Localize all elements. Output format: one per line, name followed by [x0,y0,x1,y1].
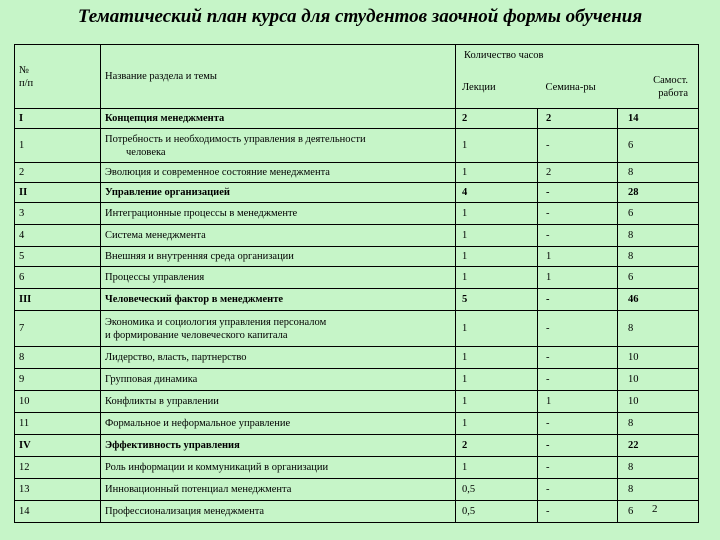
row-number: 8 [15,347,101,369]
row-lectures: 1 [456,457,538,479]
row-self-study: 10 [618,391,699,413]
row-number: 4 [15,225,101,247]
table-row [15,203,699,225]
row-seminars: - [538,347,618,369]
row-title: Лидерство, власть, партнерство [101,347,456,369]
row-lectures: 1 [456,347,538,369]
table-row [15,183,699,203]
row-self-study: 22 [618,435,699,457]
table-row [15,501,699,523]
header-self: Самост. работа [618,67,699,109]
row-title: Система менеджмента [101,225,456,247]
table-row [15,225,699,247]
row-title: Конфликты в управлении [101,391,456,413]
row-self-study: 8 [618,225,699,247]
row-self-study: 8 [618,247,699,267]
row-self-study: 6 [618,267,699,289]
row-seminars: - [538,225,618,247]
row-self-study: 10 [618,347,699,369]
row-seminars: 1 [538,267,618,289]
table-row [15,247,699,267]
table-row [15,391,699,413]
row-title: Эволюция и современное состояние менеджмента [101,163,456,183]
row-self-study: 46 [618,289,699,311]
row-seminars: - [538,479,618,501]
row-lectures: 2 [456,435,538,457]
row-seminars: - [538,183,618,203]
row-number: I [15,109,101,129]
row-seminars: 2 [538,163,618,183]
row-lectures: 1 [456,391,538,413]
row-seminars: - [538,369,618,391]
row-number: III [15,289,101,311]
row-title: Инновационный потенциал менеджмента [101,479,456,501]
row-title: Концепция менеджмента [101,109,456,129]
row-title: Интеграционные процессы в менеджменте [101,203,456,225]
row-self-study: 8 [618,311,699,347]
header-seminars: Семина-ры [538,67,618,109]
row-seminars: - [538,289,618,311]
row-self-study: 8 [618,457,699,479]
row-self-study: 6 [618,129,699,163]
row-self-study: 6 [618,203,699,225]
row-self-study: 28 [618,183,699,203]
header-lectures: Лекции [456,67,538,109]
row-number: 13 [15,479,101,501]
row-self-study: 8 [618,163,699,183]
row-lectures: 1 [456,413,538,435]
row-self-study: 8 [618,413,699,435]
row-lectures: 1 [456,369,538,391]
row-lectures: 1 [456,203,538,225]
row-lectures: 0,5 [456,501,538,523]
table-row [15,289,699,311]
row-seminars: - [538,311,618,347]
row-number: IV [15,435,101,457]
row-self-study: 8 [618,479,699,501]
header-num: № п/п [15,45,101,109]
row-title: Эффективность управления [101,435,456,457]
row-number: II [15,183,101,203]
header-hours: Количество часов [456,45,699,67]
row-seminars: - [538,457,618,479]
table-row [15,311,699,347]
table-row [15,163,699,183]
row-number: 12 [15,457,101,479]
row-title: Потребность и необходимость управления в деятельности человека [101,129,456,163]
row-title: Экономика и социология управления персоналом и формирование человеческого капитала [101,311,456,347]
table-row [15,267,699,289]
row-self-study: 6 [618,501,699,523]
row-title: Процессы управления [101,267,456,289]
table-row [15,457,699,479]
row-seminars: 1 [538,247,618,267]
row-seminars: - [538,129,618,163]
header-row-1 [15,45,699,67]
row-title: Человеческий фактор в менеджменте [101,289,456,311]
row-seminars: - [538,501,618,523]
row-number: 6 [15,267,101,289]
row-title: Управление организацией [101,183,456,203]
row-title: Роль информации и коммуникаций в организации [101,457,456,479]
row-title: Профессионализация менеджмента [101,501,456,523]
header-name: Название раздела и темы [101,45,456,109]
row-number: 9 [15,369,101,391]
page-number: 2 [652,503,658,515]
row-number: 11 [15,413,101,435]
row-lectures: 5 [456,289,538,311]
table-row [15,109,699,129]
row-title: Внешняя и внутренняя среда организации [101,247,456,267]
row-lectures: 1 [456,163,538,183]
row-title: Формальное и неформальное управление [101,413,456,435]
row-lectures: 0,5 [456,479,538,501]
row-lectures: 1 [456,247,538,267]
page-title: Тематический план курса для студентов заочной формы обучения [77,6,643,27]
row-lectures: 1 [456,129,538,163]
row-lectures: 1 [456,225,538,247]
row-number: 1 [15,129,101,163]
table-row [15,479,699,501]
row-number: 3 [15,203,101,225]
table-row [15,347,699,369]
table-row [15,413,699,435]
table-row [15,435,699,457]
row-seminars: 2 [538,109,618,129]
row-self-study: 10 [618,369,699,391]
row-self-study: 14 [618,109,699,129]
row-lectures: 1 [456,267,538,289]
course-plan-table [14,44,699,523]
row-seminars: 1 [538,391,618,413]
row-number: 10 [15,391,101,413]
table-row [15,129,699,163]
row-number: 5 [15,247,101,267]
row-number: 7 [15,311,101,347]
row-number: 2 [15,163,101,183]
row-lectures: 1 [456,311,538,347]
row-title: Групповая динамика [101,369,456,391]
table-row [15,369,699,391]
row-lectures: 2 [456,109,538,129]
row-number: 14 [15,501,101,523]
row-seminars: - [538,435,618,457]
row-lectures: 4 [456,183,538,203]
row-seminars: - [538,203,618,225]
row-seminars: - [538,413,618,435]
